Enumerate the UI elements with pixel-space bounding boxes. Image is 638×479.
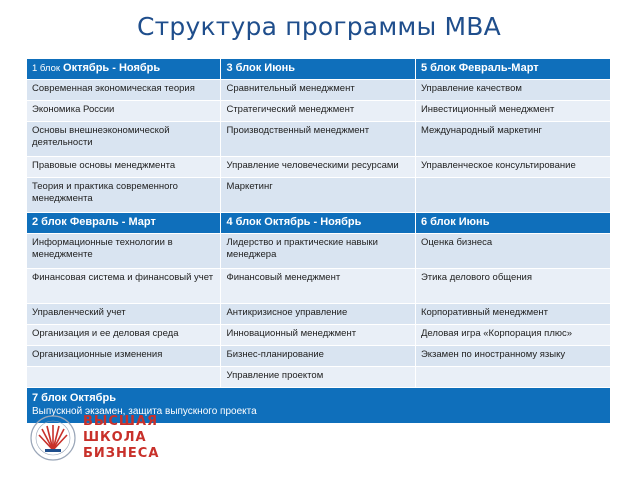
table-cell: Деловая игра «Корпорация плюс» <box>415 325 610 346</box>
table-cell: Сравнительный менеджмент <box>221 80 415 101</box>
school-logo <box>28 412 168 468</box>
table-row <box>27 178 611 213</box>
table-cell: Этика делового общения <box>415 269 610 304</box>
table-cell <box>415 367 610 388</box>
block-5-header: 5 блок Февраль-Март <box>415 59 610 80</box>
block-4-header: 4 блок Октябрь - Ноябрь <box>221 213 415 234</box>
header-row-1 <box>27 59 611 80</box>
table-cell: Корпоративный менеджмент <box>415 304 610 325</box>
table-cell: Стратегический менеджмент <box>221 101 415 122</box>
table-cell: Современная экономическая теория <box>27 80 221 101</box>
table-cell: Международный маркетинг <box>415 122 610 157</box>
table-cell: Управление проектом <box>221 367 415 388</box>
table-cell: Правовые основы менеджмента <box>27 157 221 178</box>
logo-line-3: БИЗНЕСА <box>83 446 160 461</box>
page-title: Структура программы МВА <box>137 12 501 41</box>
table-cell: Управленческое консультирование <box>415 157 610 178</box>
table-cell: Финансовая система и финансовый учет <box>27 269 221 304</box>
table-cell: Инновационный менеджмент <box>221 325 415 346</box>
logo-line-1: ВЫСШАЯ <box>83 414 159 429</box>
table-row <box>27 325 611 346</box>
block-6-header: 6 блок Июнь <box>415 213 610 234</box>
block-1-header <box>27 59 221 80</box>
logo-line-2: ШКОЛА <box>83 430 147 445</box>
table-cell: Финансовый менеджмент <box>221 269 415 304</box>
table-cell: Экзамен по иностранному языку <box>415 346 610 367</box>
table-cell <box>27 367 221 388</box>
table-cell: Основы внешнеэкономической деятельности <box>27 122 221 157</box>
block-3-header: 3 блок Июнь <box>221 59 415 80</box>
program-table <box>26 58 611 424</box>
table-cell <box>415 178 610 213</box>
table-cell: Бизнес-планирование <box>221 346 415 367</box>
table-cell: Производственный менеджмент <box>221 122 415 157</box>
table-cell: Оценка бизнеса <box>415 234 610 269</box>
table-row <box>27 367 611 388</box>
logo-emblem-icon <box>28 412 78 464</box>
table-cell: Теория и практика современного менеджмента <box>27 178 221 213</box>
block-7-text: Выпускной экзамен, защита выпускного проекта <box>32 406 257 417</box>
table-row <box>27 269 611 304</box>
table-row <box>27 101 611 122</box>
block-1-period: Октябрь - Ноябрь <box>63 62 161 74</box>
table-row <box>27 157 611 178</box>
table-cell: Маркетинг <box>221 178 415 213</box>
table-row <box>27 234 611 269</box>
table-cell: Управленческий учет <box>27 304 221 325</box>
table-row <box>27 122 611 157</box>
table-row <box>27 80 611 101</box>
table-cell: Инвестиционный менеджмент <box>415 101 610 122</box>
table-cell: Организация и ее деловая среда <box>27 325 221 346</box>
table-cell: Управление человеческими ресурсами <box>221 157 415 178</box>
table-cell: Экономика России <box>27 101 221 122</box>
table-row <box>27 304 611 325</box>
logo-text <box>83 414 159 462</box>
block-7-header: 7 блок Октябрь <box>32 392 116 404</box>
table-cell: Управление качеством <box>415 80 610 101</box>
table-cell: Лидерство и практические навыки менеджера <box>221 234 415 269</box>
block-1-prefix: 1 блок <box>32 63 61 74</box>
table-cell: Антикризисное управление <box>221 304 415 325</box>
table-row <box>27 346 611 367</box>
block-2-header: 2 блок Февраль - Март <box>27 213 221 234</box>
table-cell: Организационные изменения <box>27 346 221 367</box>
table-cell: Информационные технологии в менеджменте <box>27 234 221 269</box>
header-row-2 <box>27 213 611 234</box>
